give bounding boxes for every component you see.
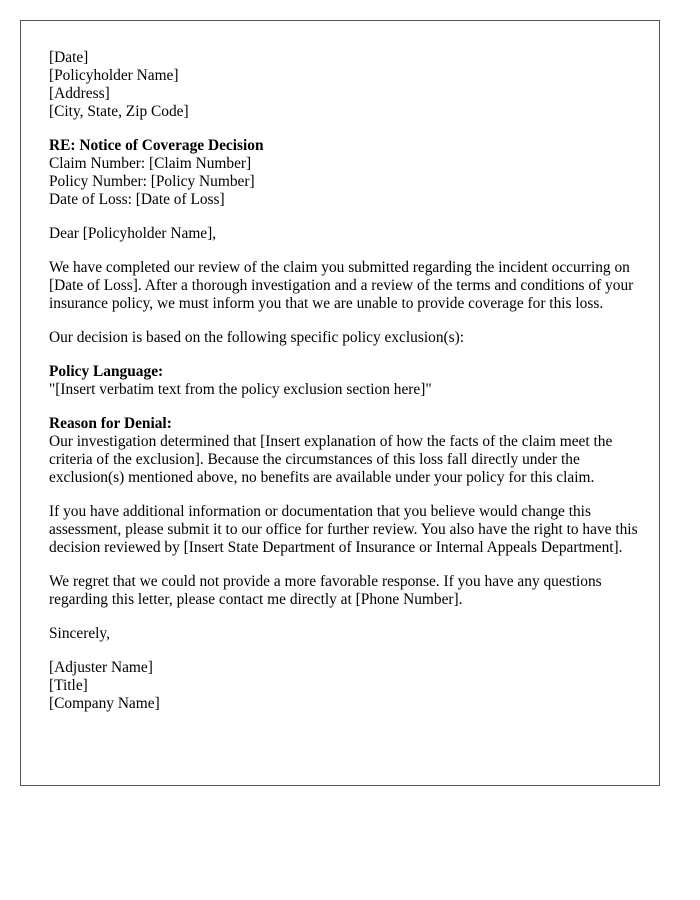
reason-section (49, 415, 641, 487)
reference-heading: RE: Notice of Coverage Decision (49, 137, 264, 154)
signature-block (49, 659, 641, 713)
city-state-zip: [City, State, Zip Code] (49, 103, 189, 120)
intro-paragraph: We have completed our review of the claim you submitted regarding the incident occurring on [Date of Loss]. After a thorough investigation and a review of the terms and conditions of your insurance policy, we must inform you that we are unable to provide coverage for this loss. (49, 259, 634, 312)
letter-content (49, 49, 641, 729)
policy-language-text: "[Insert verbatim text from the policy exclusion section here]" (49, 381, 432, 398)
company-name: [Company Name] (49, 695, 160, 712)
policy-number: Policy Number: [Policy Number] (49, 173, 255, 190)
adjuster-name: [Adjuster Name] (49, 659, 153, 676)
closing-paragraph: We regret that we could not provide a more favorable response. If you have any questions regarding this letter, please contact me directly at [Phone Number]. (49, 573, 602, 608)
reason-heading: Reason for Denial: (49, 415, 172, 432)
additional-info-paragraph: If you have additional information or documentation that you believe would change this assessment, please submit it to our office for further review. You also have the right to have this decision reviewed by [Insert State Department of Insurance or Internal Appeals Department]. (49, 503, 638, 556)
letter-date: [Date] (49, 49, 89, 66)
policyholder-address: [Address] (49, 85, 110, 102)
salutation: Dear [Policyholder Name], (49, 225, 217, 242)
recipient-block (49, 49, 641, 121)
letter-page (20, 20, 660, 786)
closing-salutation: Sincerely, (49, 625, 110, 642)
reference-block (49, 137, 641, 209)
date-of-loss: Date of Loss: [Date of Loss] (49, 191, 225, 208)
policyholder-name: [Policyholder Name] (49, 67, 179, 84)
basis-paragraph: Our decision is based on the following specific policy exclusion(s): (49, 329, 465, 346)
reason-text: Our investigation determined that [Insert explanation of how the facts of the claim meet the criteria of the exclusion]. Because the circumstances of this loss fall directly under the exclusion(s) mentioned above, no benefits are available under your policy for this claim. (49, 433, 613, 486)
adjuster-title: [Title] (49, 677, 88, 694)
policy-language-heading: Policy Language: (49, 363, 164, 380)
policy-language-section (49, 363, 641, 399)
claim-number: Claim Number: [Claim Number] (49, 155, 252, 172)
